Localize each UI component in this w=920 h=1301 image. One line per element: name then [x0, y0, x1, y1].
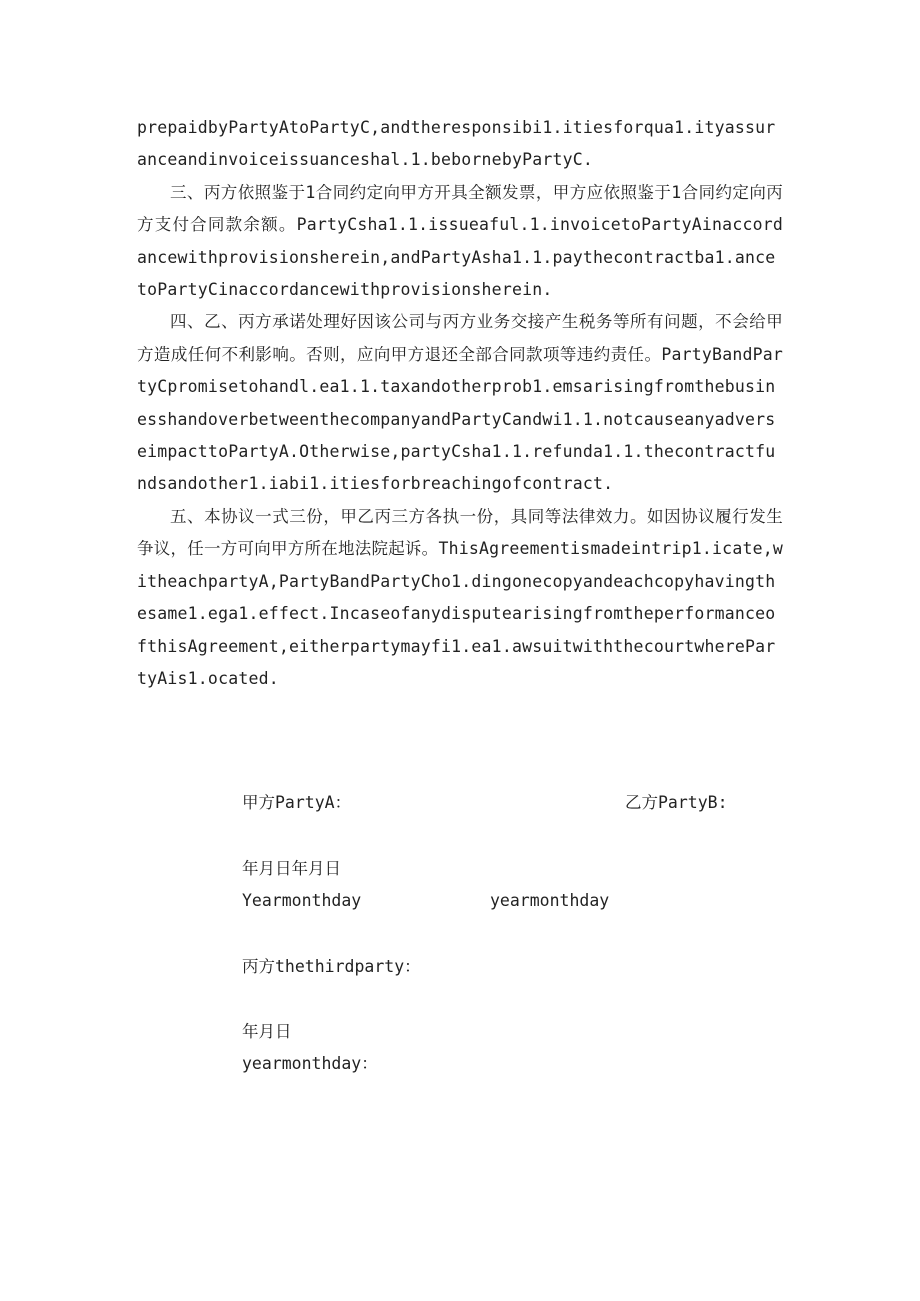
- party-b-signature-label: 乙方PartyB:: [625, 793, 728, 812]
- paragraph-clause-3-invoice: [137, 177, 783, 307]
- paragraph-chinese-text: 五、本协议一式三份，甲乙丙三方各执一份，具同等法律效力。如因协议履行发生争议，任一方可向甲方所在地法院起诉。: [137, 506, 783, 559]
- paragraph-english-text: prepaidbyPartyAtoPartyC,andtheresponsibi1.itiesforqua1.ityassuranceandinvoiceissuanceshal.1.bebornebyPartyC.: [137, 118, 776, 170]
- paragraph-prepaid-clause-tail: [137, 112, 783, 177]
- signature-date-chinese: 年月日年月日: [242, 859, 341, 878]
- paragraph-chinese-text: 三、丙方依照鉴于1合同约定向甲方开具全额发票，甲方应依照鉴于1合同约定向丙方支付合同款余额。: [137, 182, 783, 235]
- party-b-date-english: yearmonthday: [490, 891, 610, 910]
- party-c-date-chinese: 年月日: [242, 1022, 292, 1041]
- paragraph-english-text: PartyBandPartyCpromisetohandl.ea1.1.taxandotherprob1.emsarisingfromthebusinesshandoverbetweenthecompanyandPartyCandwi1.1.notcauseanyadverseimpacttoPartyA.Otherwise,partyCsha1.1.refunda1.1.thecontractfundsandother1.iabi1.itiesforbreachingofcontract.: [137, 344, 783, 494]
- party-c-signature-label: 丙方thethirdparty：: [242, 957, 421, 976]
- party-a-signature-label: 甲方PartyA：: [242, 793, 352, 812]
- paragraph-clause-5-copies: [137, 501, 783, 695]
- party-a-date-english: Yearmonthday: [242, 891, 362, 910]
- paragraph-clause-4-tax: [137, 306, 783, 500]
- agreement-body: [137, 112, 783, 695]
- paragraph-chinese-text: 四、乙、丙方承诺处理好因该公司与丙方业务交接产生税务等所有问题，不会给甲方造成任何不利影响。否则，应向甲方退还全部合同款项等违约责任。: [137, 312, 783, 364]
- party-c-date-english: yearmonthday：: [242, 1054, 378, 1073]
- paragraph-english-text: ThisAgreementismadeintrip1.icate,witheachpartyA,PartyBandPartyCho1.dingonecopyandeachcopyhavingthesame1.ega1.effect.IncaseofanydisputearisingfromtheperformanceofthisAgreement,eitherpartymayfi1.ea1.awsuitwiththecourtwherePartyAis1.ocated.: [137, 539, 783, 688]
- paragraph-english-text: PartyCsha1.1.issueaful.1.invoicetoPartyAinaccordancewithprovisionsherein,andPartyAsha1.1.paythecontractba1.ancetoPartyCinaccordancewithprovisionsherein.: [137, 215, 783, 300]
